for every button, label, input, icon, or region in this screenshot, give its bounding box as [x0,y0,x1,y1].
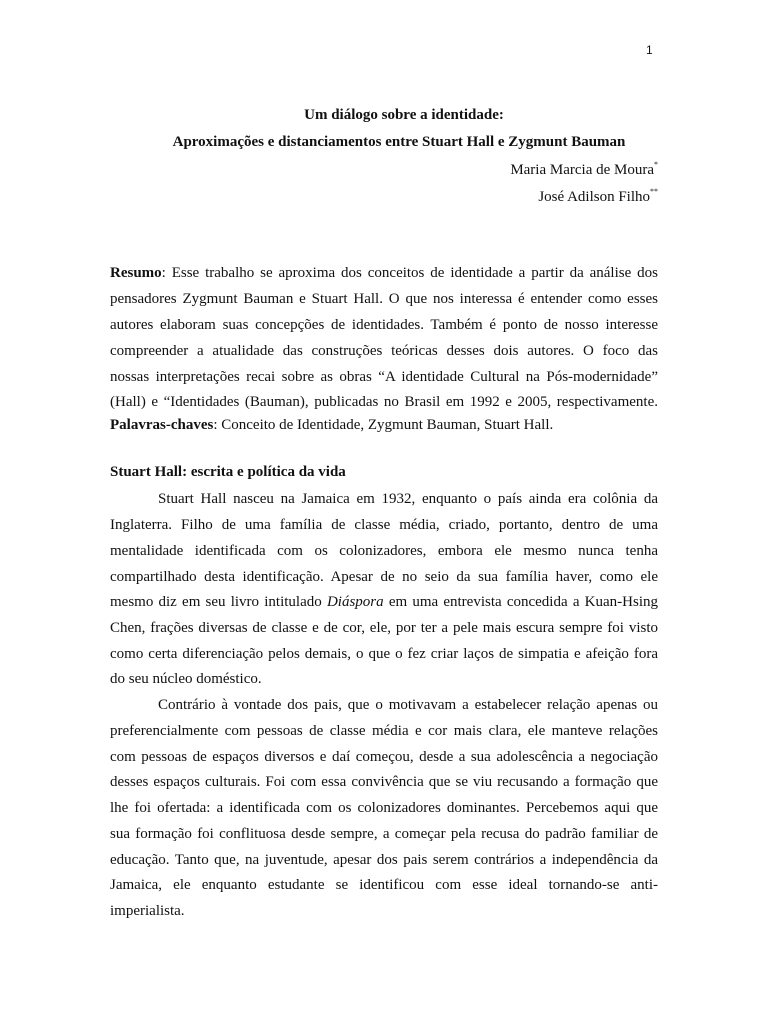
paragraph-line: Jamaica, ele enquanto estudante se identificou com esse ideal tornando-se anti- [110,877,658,893]
paragraph-line: sua formação foi conflituosa desde sempre, a começar pela recusa do padrão familiar de [110,826,658,842]
author-name: Maria Marcia de Moura [510,162,654,178]
abstract-line: compreender a atualidade das construções teóricas desses dois autores. O foco das [110,343,658,359]
keywords-text: : Conceito de Identidade, Zygmunt Bauman, Stuart Hall. [213,417,554,433]
abstract-line: Resumo: Esse trabalho se aproxima dos conceitos de identidade a partir da análise dos [110,265,658,281]
author-name: José Adilson Filho [538,189,650,205]
paragraph-line: Contrário à vontade dos pais, que o motivavam a estabelecer relação apenas ou [158,697,658,713]
abstract-line: nossas interpretações recai sobre as obras “A identidade Cultural na Pós-modernidade” [110,369,658,385]
paragraph-line: como certa diferenciação pelos demais, o que o fez criar laços de simpatia e afeição fora [110,646,658,662]
book-title: Diáspora [326,594,384,610]
title-line-1: Um diálogo sobre a identidade: [304,107,504,123]
author-1 [510,160,658,179]
paragraph-line: Stuart Hall nasceu na Jamaica em 1932, enquanto o país ainda era colônia da [158,491,658,507]
paragraph-line: mentalidade identificada com os colonizadores, embora ele mesmo nunca tenha [110,543,658,559]
keywords-line [110,417,658,434]
title-line-2: Aproximações e distanciamentos entre Stuart Hall e Zygmunt Bauman [172,134,626,150]
author-2 [538,187,658,206]
keywords-label: Palavras-chaves [110,417,214,433]
paragraph-line: educação. Tanto que, na juventude, apesar dos pais serem contrários a independência da [110,852,658,868]
abstract-line: pensadores Zygmunt Bauman e Stuart Hall. O que nos interessa é entender como esses [110,291,658,307]
page-number: 1 [646,43,653,57]
paragraph-line: preferencialmente com pessoas de classe média e cor mais clara, ele manteve relações [110,723,658,739]
abstract-line: (Hall) e “Identidades (Bauman), publicadas no Brasil em 1992 e 2005, respectivamente. [110,394,658,410]
paragraph-line: do seu núcleo doméstico. [110,671,262,687]
paragraph-line: imperialista. [110,903,185,919]
footnote-mark: * [654,160,658,169]
section-heading: Stuart Hall: escrita e política da vida [110,464,346,480]
paragraph-line: Chen, frações diversas de classe e de cor, ele, por ter a pele mais escura sempre foi visto [110,620,658,636]
paragraph-line: mesmo diz em seu livro intitulado Diáspora em uma entrevista concedida a Kuan-Hsing [110,594,658,610]
paragraph-line: com pessoas de espaços diversos e daí começou, desde a sua adolescência a negociação [110,749,658,765]
paragraph-line: lhe foi ofertada: a identificada com os colonizadores dominantes. Percebemos aqui que [110,800,658,816]
footnote-mark: ** [650,187,658,196]
paragraph-line: desses espaços culturais. Foi com essa convivência que se viu recusando a formação que [110,774,658,790]
abstract-line: autores elaboram suas concepções de identidades. Também é ponto de nosso interesse [110,317,658,333]
paragraph-line: compartilhado desta identificação. Apesar de no seio da sua família haver, como ele [110,569,658,585]
abstract-label: Resumo [110,265,162,281]
paragraph-line: Inglaterra. Filho de uma família de classe média, criado, portanto, dentro de uma [110,517,658,533]
